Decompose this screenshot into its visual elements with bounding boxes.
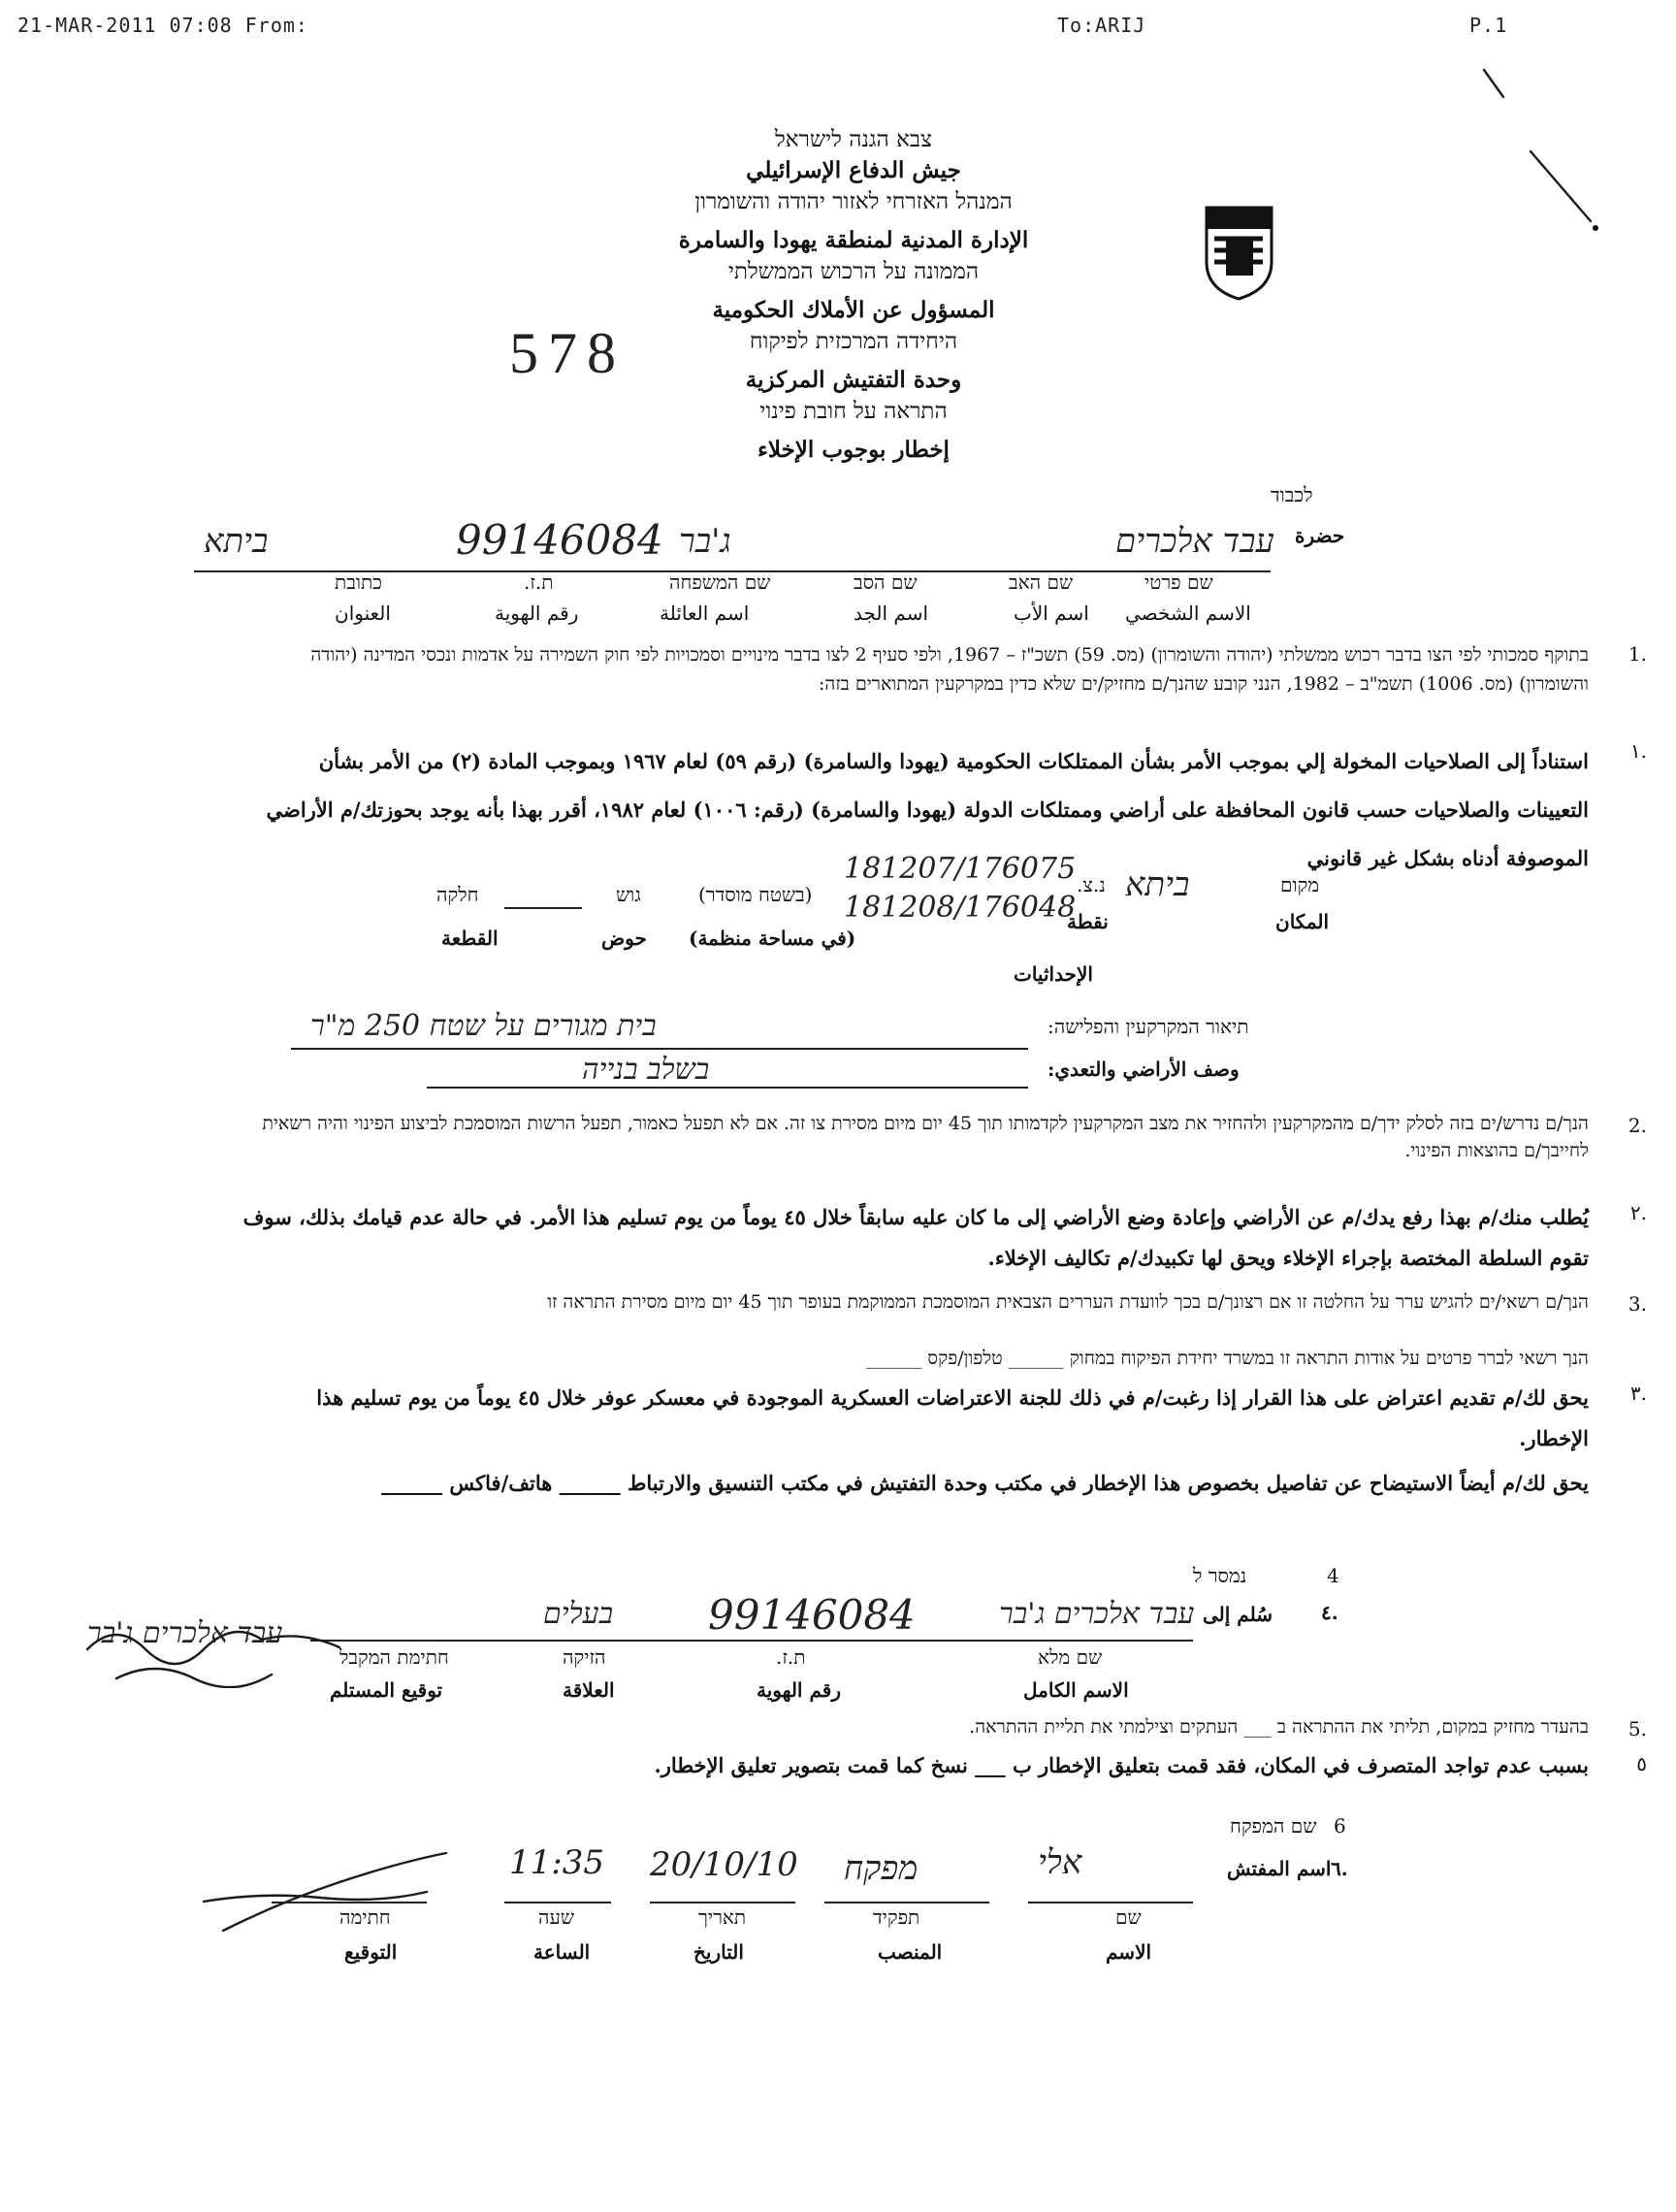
section-2-number-arabic: ٢.	[1629, 1201, 1647, 1224]
section-5-text-arabic: بسبب عدم تواجد المتصرف في المكان، فقد قمت بتعليق الإخطار ب ___ نسخ كما قمت بتصوير تعليق الإخطار.	[654, 1753, 1589, 1777]
time-line	[504, 1902, 611, 1903]
header-eviction-notice-arabic: إخطار بوجوب الإخلاء	[757, 437, 950, 463]
fax-header-page: P.1	[1469, 14, 1508, 37]
section-5-number-arabic: ٥	[1636, 1752, 1647, 1775]
parcel-label-arabic: القطعة	[441, 927, 499, 950]
label-recipient-id-arabic: رقم الهوية	[757, 1678, 841, 1702]
header-custodian-hebrew: הממונה על הרכוש הממשלתי	[727, 259, 980, 284]
inspection-time-value: 11:35	[509, 1843, 604, 1882]
place-label-arabic: المكان	[1275, 910, 1330, 933]
inspector-title-arabic: اسم المفتش	[1227, 1857, 1332, 1880]
label-first-name-hebrew: שם פרטי	[1144, 570, 1213, 594]
description-value-2: בשלב בנייה	[582, 1053, 710, 1087]
header-idf-arabic: جيش الدفاع الإسرائيلي	[746, 157, 961, 183]
section-3-number-hebrew: 3.	[1628, 1292, 1647, 1316]
section-2-text-hebrew: הנך/ם נדרש/ים בזה לסלק ידך/ם מהמקרקעין ולהחזיר את מצב המקרקעין לקדמותו תוך 45 יום מיום מסירת צו זה. אם לא תפעל כאמור, תפעל הרשות המוסמכת לביצוע הפינוי והיה רשאית לחייבך/ם בהוצאות הפינוי.	[262, 1113, 1589, 1161]
date-line	[650, 1902, 795, 1903]
name-line	[1028, 1902, 1193, 1903]
description-line-1	[291, 1048, 1028, 1050]
block-label-hebrew: גוש	[616, 883, 641, 906]
section-3-contact-arabic: يحق لك/م أيضاً الاستيضاح عن تفاصيل بخصوص هذا الإخطار في مكتب وحدة التفتيش في مكتب التنسيق والارتباط ______ هاتف/فاكس ______	[381, 1471, 1589, 1495]
header-idf-hebrew: צבא הגנה לישראל	[774, 127, 933, 152]
header-civil-admin-arabic: الإدارة المدنية لمنطقة يهودا والسامرة	[678, 227, 1029, 253]
label-id-arabic: رقم الهوية	[495, 602, 579, 625]
section-1-number-arabic: ١.	[1629, 739, 1647, 763]
inspector-name-value: אלי	[1038, 1843, 1082, 1882]
inspector-title-hebrew: שם המפקח	[1230, 1814, 1317, 1838]
inspector-position-value: מפקח	[844, 1849, 919, 1888]
label-full-name-hebrew: שם מלא	[1038, 1645, 1103, 1669]
signature-line	[272, 1902, 427, 1903]
section-4-number-hebrew: 4	[1327, 1564, 1339, 1587]
section-2-text-arabic: يُطلب منك/م بهذا رفع يدك/م عن الأراضي وإعادة وضع الأراضي إلى ما كان عليه سابقاً خلال ٤٥ يوماً من يوم تسليم هذا الأمر. في حالة عدم قيامك بذلك، سوف تقوم السلطة المختصة بإجراء الإخلاء ويحق لها تكبيدك/م تكاليف الإخلاء.	[242, 1205, 1589, 1270]
section-3-contact-hebrew: הנך רשאי לברר פרטים על אודות התראה זו במשרד יחידת הפיקוח במחוק ______ טלפון/פקס ______	[866, 1348, 1589, 1369]
section-2-number-hebrew: 2.	[1628, 1114, 1647, 1137]
addressee-label-arabic: حضرة	[1295, 524, 1345, 547]
section-4-number-arabic: ٤.	[1321, 1601, 1338, 1624]
label-relation-hebrew: הזיקה	[563, 1645, 606, 1669]
block-label-arabic: حوض	[601, 927, 647, 950]
label-position-arabic: المنصب	[878, 1940, 943, 1964]
section-3-text-arabic: يحق لك/م تقديم اعتراض على هذا القرار إذا رغبت/م في ذلك للجنة الاعتراضات العسكرية الموجودة في معسكر عوفر خلال ٤٥ يوماً من يوم تسليم هذا الإخطار.	[316, 1385, 1589, 1450]
recipient-name-value: עבד אלכרים ג'בר	[999, 1597, 1195, 1631]
coordinate-1-value: 181207/176075	[844, 852, 1077, 886]
section-5-text-hebrew: בהעדר מחזיק במקום, תליתי את ההתראה ב ___ העתקים וצילמתי את תליית ההתראה.	[969, 1716, 1589, 1738]
label-recipient-id-hebrew: ת.ז.	[776, 1645, 806, 1669]
civil-administration-emblem-icon	[1203, 204, 1275, 301]
parcel-label-hebrew: חלקה	[436, 883, 479, 906]
coords-label-hebrew: נ.צ.	[1077, 873, 1106, 896]
description-label-arabic: وصف الأراضي والتعدي:	[1048, 1057, 1240, 1081]
label-father-name-hebrew: שם האב	[1009, 570, 1074, 594]
label-inspector-name-hebrew: שם	[1115, 1905, 1142, 1929]
regulated-area-label-hebrew: (בשטח מוסדר)	[698, 883, 813, 906]
inspection-date-value: 20/10/10	[650, 1845, 798, 1884]
header-civil-admin-hebrew: המנהל האזרחי לאזור יהודה והשומרון	[694, 189, 1013, 214]
label-father-name-arabic: اسم الأب	[1014, 602, 1089, 625]
delivered-to-label-hebrew: נמסר ל	[1193, 1564, 1247, 1587]
recipient-signature-scrawl	[78, 1610, 349, 1688]
label-grandfather-name-arabic: اسم الجد	[854, 602, 929, 625]
label-position-hebrew: תפקיד	[873, 1905, 920, 1929]
regulated-area-label-arabic: (في مساحة منظمة)	[689, 927, 856, 950]
label-inspector-name-arabic: الاسم	[1106, 1940, 1152, 1964]
coordinates-title-arabic: الإحداثيات	[1014, 962, 1093, 986]
fax-header-recipient: To:ARIJ	[1057, 14, 1146, 37]
label-first-name-arabic: الاسم الشخصي	[1125, 602, 1251, 625]
label-full-name-arabic: الاسم الكامل	[1023, 1678, 1129, 1702]
section-6-number-arabic: ٦.	[1331, 1857, 1348, 1880]
addressee-family-name-value: ג'בר	[679, 522, 731, 561]
section-6-number-hebrew: 6	[1334, 1814, 1346, 1838]
label-signature-arabic: التوقيع	[344, 1940, 398, 1964]
place-label-hebrew: מקום	[1280, 873, 1320, 896]
addressee-label-hebrew: לכבוד	[1271, 483, 1313, 506]
header-eviction-notice-hebrew: התראה על חובת פינוי	[759, 399, 948, 424]
fax-header-date: 21-MAR-2011 07:08 From:	[17, 14, 308, 37]
section-3-text-hebrew: הנך/ם רשאי/ים להגיש ערר על החלטה זו אם רצונך/ם בכך לוועדת העררים הצבאית המוסמכת הממוקמת בעופר תוך 45 יום מיום מסירת התראה זו	[547, 1291, 1589, 1313]
label-signature-hebrew: חתימה	[339, 1905, 391, 1929]
delivered-to-underline	[310, 1640, 1193, 1642]
inspector-signature-scrawl	[194, 1843, 466, 1940]
label-family-name-hebrew: שם המשפחה	[669, 570, 771, 594]
label-date-hebrew: תאריך	[698, 1905, 747, 1929]
block-blank	[504, 907, 582, 909]
header-inspection-unit-hebrew: היחידה המרכזית לפיקוח	[749, 329, 958, 354]
place-value: ביתא	[1125, 865, 1190, 904]
label-recipient-signature-arabic: توقيع المستلم	[330, 1678, 443, 1702]
recipient-relation-value: בעלים	[543, 1597, 614, 1631]
label-time-hebrew: שעה	[538, 1905, 574, 1929]
label-relation-arabic: العلاقة	[563, 1678, 615, 1702]
section-3-number-arabic: ٣.	[1629, 1382, 1647, 1405]
scan-artifact-marks	[1474, 58, 1610, 252]
description-line-2	[427, 1087, 1028, 1089]
addressee-first-name-value: עבד אלכרים	[1115, 522, 1274, 561]
position-line	[824, 1902, 989, 1903]
section-1-text-hebrew: בתוקף סמכותי לפי הצו בדבר רכוש ממשלתי (יהודה והשומרון) (מס. 59) תשכ"ז – 1967, ולפי סעיף 2 לצו בדבר מינויים וסמכויות לפי חוק השמירה על אדמות ונכסי המדינה (יהודה והשומרון) (מס. 1006) תשמ"ב – 1982, הנני קובע שהנך/ם מחזיק/ים שלא כדין במקרקעין המתוארים בזה:	[310, 644, 1589, 695]
addressee-address-value: ביתא	[204, 522, 269, 561]
coordinate-2-value: 181208/176048	[844, 891, 1077, 925]
section-5-number-hebrew: 5.	[1628, 1717, 1647, 1740]
addressee-underline	[194, 532, 1271, 572]
label-address-hebrew: כתובת	[335, 570, 382, 594]
label-grandfather-name-hebrew: שם הסב	[854, 570, 918, 594]
header-inspection-unit-arabic: وحدة التفتيش المركزية	[745, 367, 962, 393]
header-custodian-arabic: المسؤول عن الأملاك الحكومية	[712, 297, 995, 323]
label-id-hebrew: ת.ז.	[524, 570, 554, 594]
recipient-id-value: 99146084	[708, 1591, 916, 1639]
label-date-arabic: التاريخ	[693, 1940, 744, 1964]
label-recipient-signature-hebrew: חתימת המקבל	[339, 1645, 449, 1669]
section-1-text-arabic: استناداً إلى الصلاحيات المخولة إلي بموجب الأمر بشأن الممتلكات الحكومية (يهودا والسامرة) (رقم ٥٩) لعام ١٩٦٧ وبموجب المادة (٢) من الأمر بشأن التعيينات والصلاحيات حسب قانون المحافظة على أراضي وممتلكات الدولة (يهودا والسامرة) (رقم: ١٠٠٦) لعام ١٩٨٢، أقرر بهذا بأنه يوجد بحوزتك/م الأراضي الموصوفة أدناه بشكل غير قانوني	[266, 749, 1589, 870]
description-label-hebrew: תיאור המקרקעין והפלישה:	[1048, 1015, 1249, 1038]
section-1-number-hebrew: 1.	[1628, 642, 1647, 666]
delivered-to-label-arabic: سُلم إلى	[1203, 1603, 1273, 1626]
coords-label-arabic: نقطة	[1067, 910, 1109, 933]
description-value-1: בית מגורים על שטח 250 מ"ר	[310, 1009, 657, 1043]
recipient-signature-value: עבד אלכרים ג'בר	[87, 1616, 283, 1650]
label-time-arabic: الساعة	[533, 1940, 591, 1964]
form-number: 578	[509, 321, 626, 385]
label-family-name-arabic: اسم العائلة	[660, 602, 750, 625]
label-address-arabic: العنوان	[335, 602, 391, 625]
addressee-id-value: 99146084	[456, 516, 663, 564]
